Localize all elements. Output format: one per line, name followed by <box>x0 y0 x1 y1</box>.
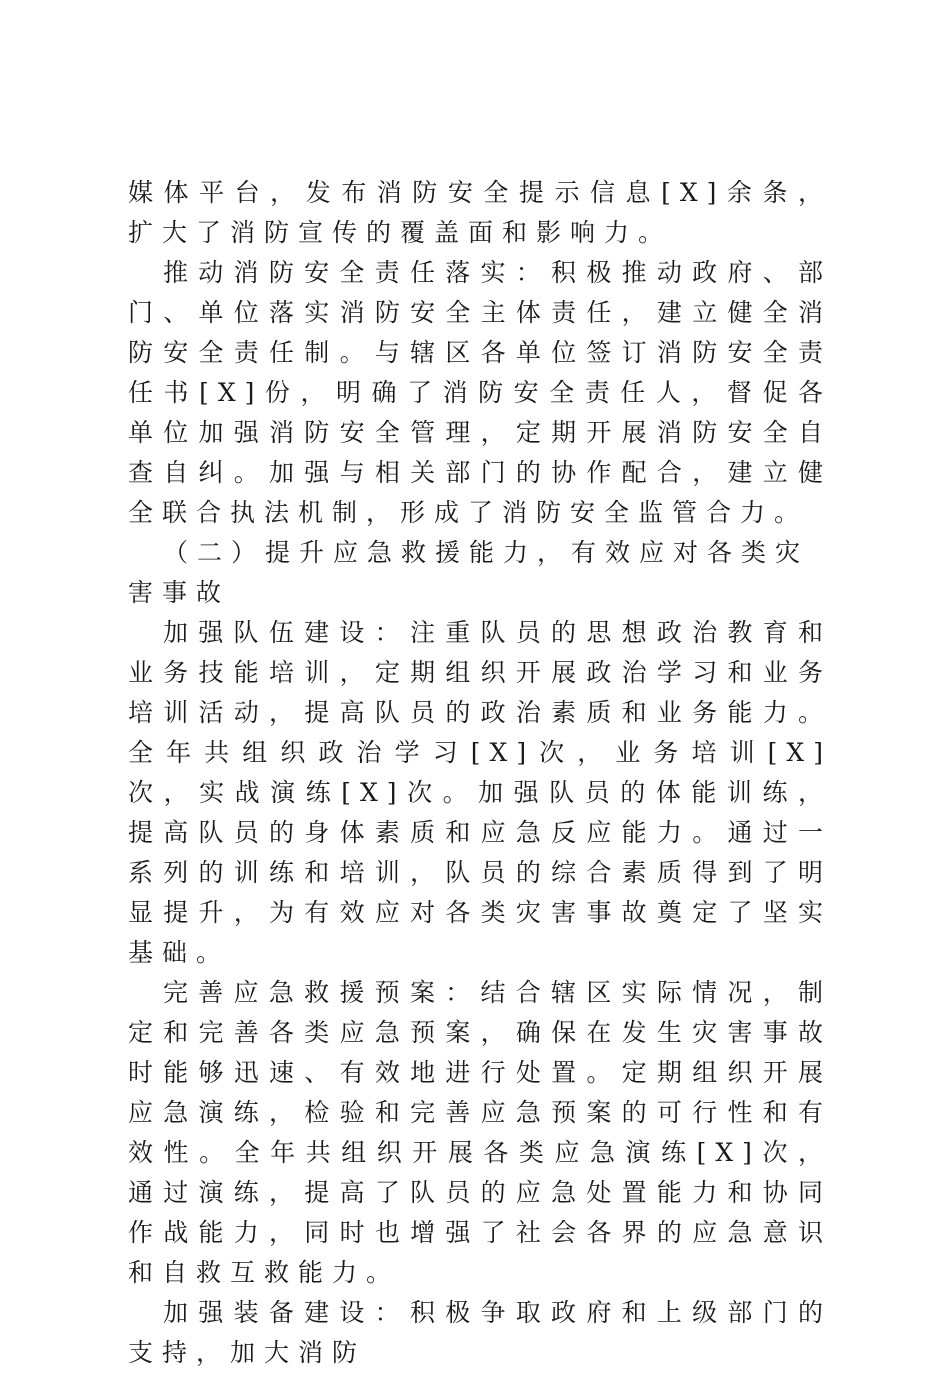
paragraph-fire-safety-responsibility: 推动消防安全责任落实：积极推动政府、部门、单位落实消防安全主体责任，建立健全消防安全责任制。与辖区各单位签订消防安全责任书[X]份，明确了消防安全责任人，督促各单位加强消防安全管理，定期开展消防安全自查自纠。加强与相关部门的协作配合，建立健全联合执法机制，形成了消防安全监管合力。 <box>128 258 832 527</box>
paragraph-emergency-plans: 完善应急救援预案：结合辖区实际情况，制定和完善各类应急预案，确保在发生灾害事故时能够迅速、有效地进行处置。定期组织开展应急演练，检验和完善应急预案的可行性和有效性。全年共组织开展各类应急演练[X]次，通过演练，提高了队员的应急处置能力和协同作战能力，同时也增强了社会各界的应急意识和自救互救能力。 <box>128 978 832 1287</box>
paragraph-equipment-building: 加强装备建设：积极争取政府和上级部门的支持，加大消防 <box>128 1298 832 1367</box>
section-heading-emergency-rescue: （二）提升应急救援能力，有效应对各类灾害事故 <box>128 538 810 607</box>
document-page <box>128 173 832 1373</box>
paragraph-continuation: 媒体平台，发布消防安全提示信息[X]余条，扩大了消防宣传的覆盖面和影响力。 <box>128 178 832 247</box>
paragraph-team-building: 加强队伍建设：注重队员的思想政治教育和业务技能培训，定期组织开展政治学习和业务培训活动，提高队员的政治素质和业务能力。全年共组织政治学习[X]次，业务培训[X]次，实战演练[X]次。加强队员的体能训练，提高队员的身体素质和应急反应能力。通过一系列的训练和培训，队员的综合素质得到了明显提升，为有效应对各类灾害事故奠定了坚实基础。 <box>128 618 832 967</box>
